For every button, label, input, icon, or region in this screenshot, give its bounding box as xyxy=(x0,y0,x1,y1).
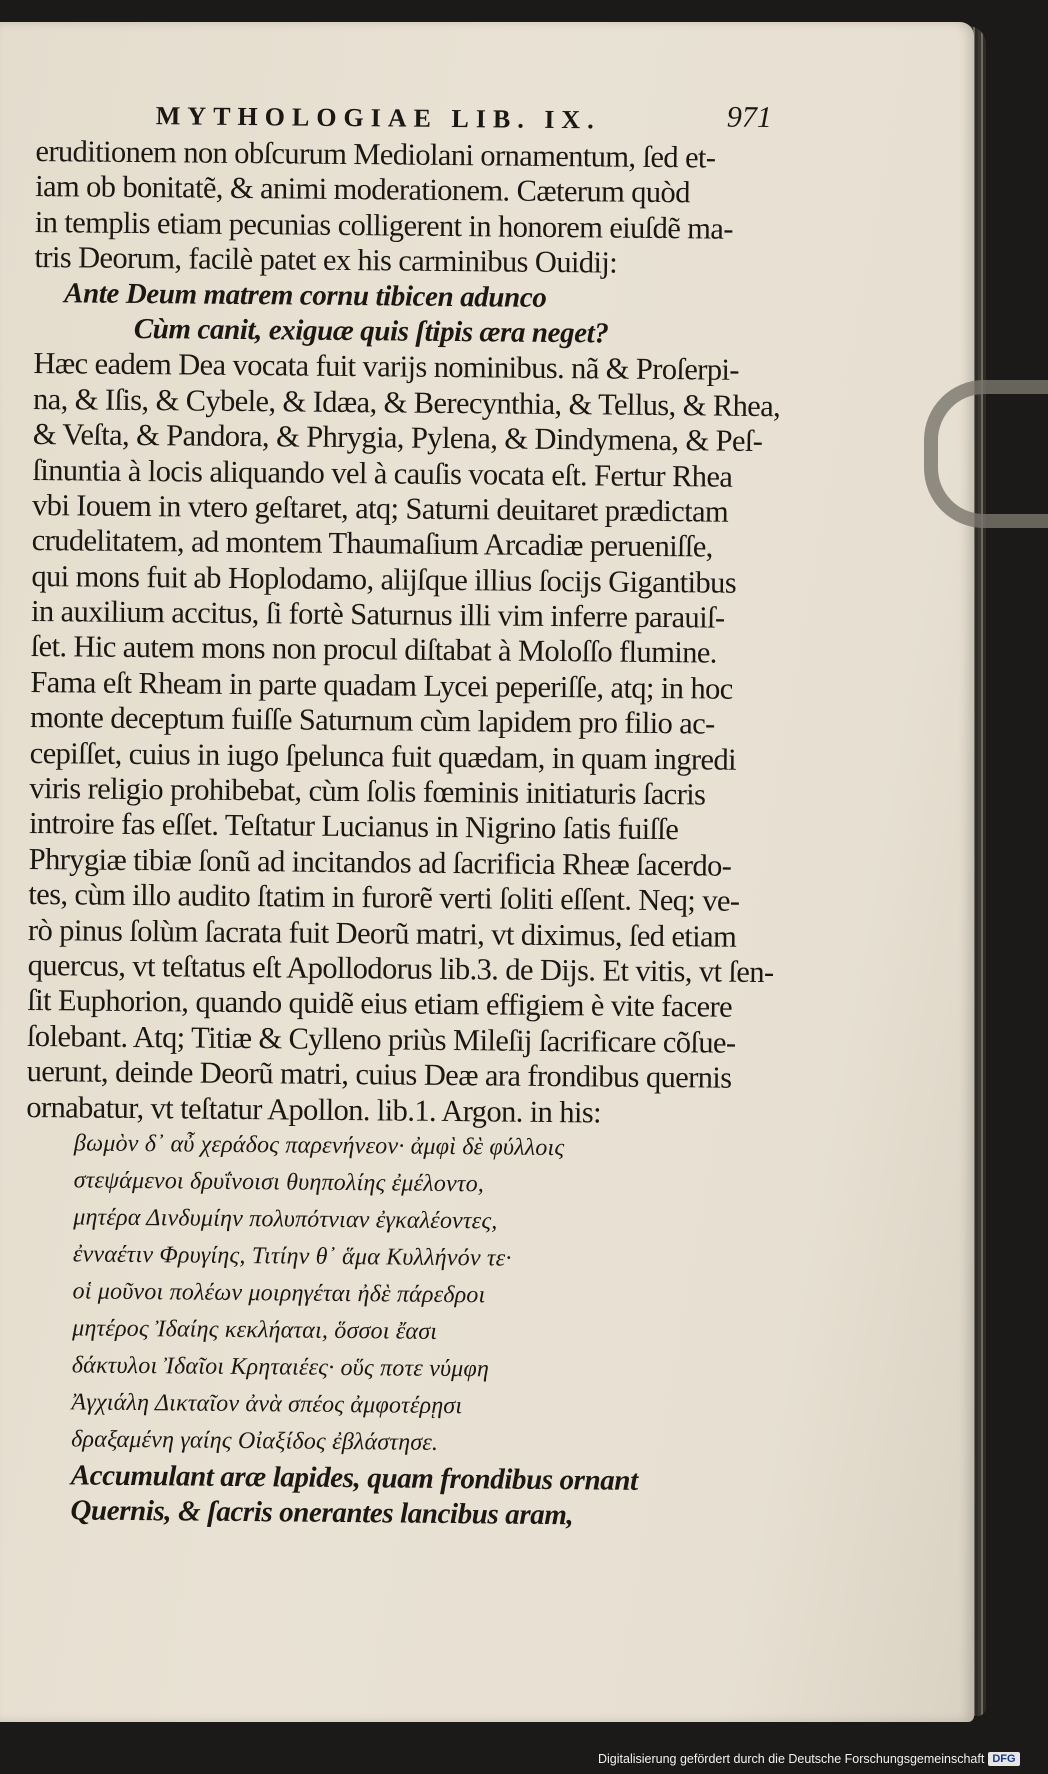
text-line: ſit Euphorion, quando quidẽ eius etiam effigiem è vite facere xyxy=(27,983,733,1025)
greek-line: δάκτυλοι Ἰδαῖοι Κρηταιέες· οὕς ποτε νύμφη xyxy=(71,1352,490,1383)
text-line: vbi Iouem in vtero geſtaret, atq; Saturni deuitaret prædictam xyxy=(31,487,729,529)
text-line: Hæc eadem Dea vocata fuit varijs nominibus. nã & Proſerpi- xyxy=(33,346,740,388)
page-header xyxy=(36,100,773,141)
text-line: in auxilium accitus, ſi fortè Saturnus illi vim inferre parauiſ- xyxy=(30,594,725,635)
digitization-credit xyxy=(598,1748,1016,1770)
text-line: ſet. Hic autem mons non procul diſtabat à Moloſſo flumine. xyxy=(30,629,717,671)
text-line: ſolebant. Atq; Titiæ & Cylleno priùs Mileſij ſacrificare cõſue- xyxy=(26,1018,736,1060)
greek-line: βωμὸν δ᾿ αὖ χεράδος παρενήνεον· ἀμφὶ δὲ φύλλοις xyxy=(73,1130,565,1162)
greek-line: στεψάμενοι δρυΐνοισι θυηπολίης ἐμέλοντο, xyxy=(73,1167,485,1198)
text-line: cepiſſet, cuius in iugo ſpelunca fuit quædam, in quam ingredi xyxy=(29,735,737,777)
greek-line: οἱ μοῦνοι πολέων μοιρηγέται ἠδὲ πάρεδροι xyxy=(72,1278,486,1309)
text-line: na, & Iſis, & Cybele, & Idæa, & Berecynthia, & Tellus, & Rhea, xyxy=(32,381,781,423)
verse-line: Quernis, & ſacris onerantes lancibus aram, xyxy=(70,1494,574,1532)
text-line: uerunt, deinde Deorũ matri, cuius Deæ ara frondibus quernis xyxy=(26,1054,732,1095)
text-line: quercus, vt teſtatus eſt Apollodorus lib.3. de Dijs. Et vitis, vt ſen- xyxy=(27,947,774,990)
credit-text: Digitalisierung gefördert durch die Deutsche Forschungsgemeinschaft xyxy=(598,1752,985,1766)
greek-line: μητέρος Ἰδαίης κεκλήαται, ὅσσοι ἔασι xyxy=(72,1315,438,1345)
running-head: MYTHOLOGIAE LIB. IX. xyxy=(155,101,601,135)
greek-line: δραξαμένη γαίης Οἰαξίδος ἐβλάστησε. xyxy=(71,1426,439,1456)
text-line: Phrygiæ tibiæ ſonũ ad incitandos ad ſacrificia Rheæ ſacerdo- xyxy=(28,841,732,883)
text-line: iam ob bonitatẽ, & animi moderationem. Cæterum quòd xyxy=(35,169,690,210)
clasp-strap xyxy=(924,380,1048,528)
text-line: crudelitatem, ad montem Thaumaſium Arcadiæ perueniſſe, xyxy=(31,523,713,564)
greek-line: ἐνναέτιν Φρυγίης, Τιτίην θ᾿ ἅμα Κυλλήνόν τε· xyxy=(72,1241,512,1272)
text-line: tris Deorum, facilè patet ex his carminibus Ouidij: xyxy=(34,240,618,280)
verse-line: Cùm canit, exiguæ quis ſtipis æra neget? xyxy=(133,312,609,350)
text-block xyxy=(22,100,781,1535)
text-line: monte deceptum fuiſſe Saturnum cùm lapidem pro filio ac- xyxy=(29,700,715,741)
text-line: ſinuntia à locis aliquando vel à cauſis vocata eſt. Fertur Rhea xyxy=(32,452,733,494)
greek-line: μητέρα Δινδυμίην πολυπότνιαν ἐγκαλέοντες, xyxy=(73,1204,498,1235)
greek-line: Ἀγχιάλη Δικταῖον ἀνὰ σπέος ἀμφοτέρῃσι xyxy=(71,1389,463,1420)
text-line: ornabatur, vt teſtatur Apollon. lib.1. Argon. in his: xyxy=(26,1089,602,1130)
page-number: 971 xyxy=(726,100,773,135)
text-line: Fama eſt Rheam in parte quadam Lycei peperiſſe, atq; in hoc xyxy=(30,664,733,706)
text-line: eruditionem non obſcurum Mediolani ornamentum, ſed et- xyxy=(35,133,716,175)
text-line: introire fas eſſet. Teſtatur Lucianus in Nigrino ſatis fuiſſe xyxy=(28,806,679,847)
text-line: rò pinus ſolùm ſacrata fuit Deorũ matri, vt diximus, ſed etiam xyxy=(27,912,737,954)
verse-line: Accumulant aræ lapides, quam frondibus ornant xyxy=(70,1459,638,1497)
text-line: viris religio prohibebat, cùm ſolis fœminis initiaturis ſacris xyxy=(29,771,706,812)
text-line: in templis etiam pecunias colligerent in honorem eiuſdẽ ma- xyxy=(34,204,734,246)
text-line: qui mons fuit ab Hoplodamo, alijſque illius ſocijs Gigantibus xyxy=(31,558,737,600)
dfg-logo: DFG xyxy=(988,1752,1019,1766)
verse-line: Ante Deum matrem cornu tibicen adunco xyxy=(63,276,547,314)
text-line: & Veſta, & Pandora, & Phrygia, Pylena, & Dindymena, & Peſ- xyxy=(32,417,763,459)
text-line: tes, cùm illo audito ſtatim in furorẽ verti ſoliti eſſent. Neq; ve- xyxy=(28,877,740,918)
